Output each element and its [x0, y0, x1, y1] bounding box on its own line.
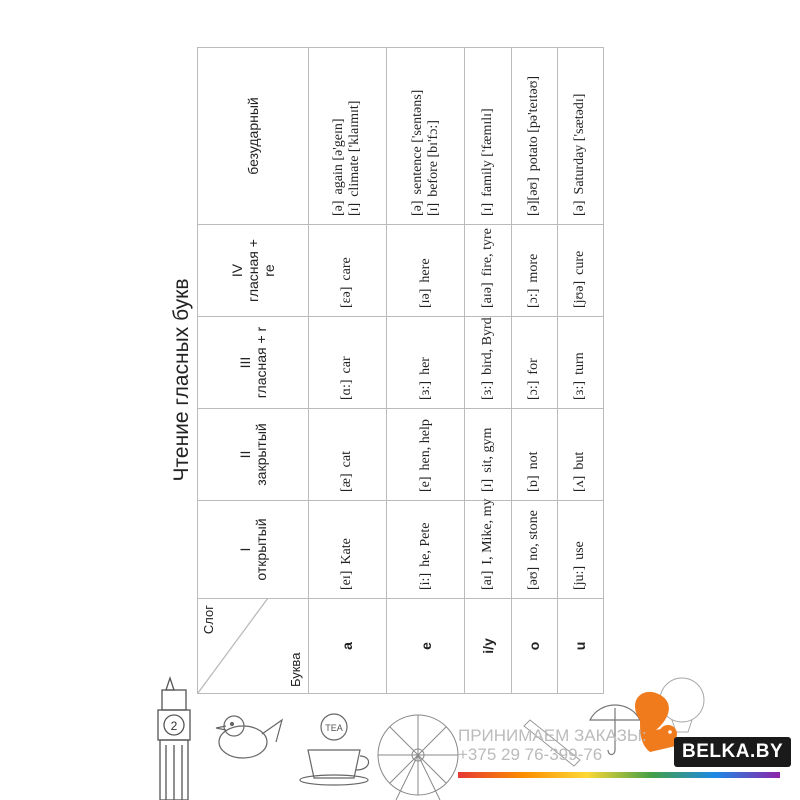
phoneme: [ɪ]	[347, 202, 363, 216]
example-line	[572, 325, 588, 400]
example-word: potato [pə'teɪtəʊ]	[526, 75, 542, 172]
header-label: гласная + re	[244, 239, 277, 302]
corner-syllable-label: Слог	[201, 605, 216, 635]
example-line	[572, 233, 588, 308]
header-roman: III	[236, 356, 253, 369]
example-cell	[465, 48, 511, 225]
ferris-wheel-icon	[378, 715, 458, 800]
example-line	[526, 509, 542, 590]
phoneme: [aɪə]	[479, 282, 495, 308]
phoneme: [aɪ]	[479, 570, 495, 590]
phoneme: [ɜ:]	[479, 380, 495, 400]
order-stamp	[458, 727, 647, 764]
example-line	[418, 509, 434, 590]
phoneme: [æ]	[339, 473, 355, 492]
example-word: cat	[339, 451, 355, 468]
header-cell	[198, 317, 309, 409]
example-word: car	[339, 356, 355, 374]
example-cell	[386, 317, 464, 409]
phoneme: [ɪə]	[417, 288, 433, 308]
table-row	[557, 48, 603, 694]
example-cell	[511, 225, 557, 317]
decorative-footer-art	[0, 660, 800, 800]
table-row	[465, 48, 511, 694]
table-row	[308, 48, 386, 694]
header-cell	[198, 501, 309, 599]
belka-logo: BELKA.BY	[674, 737, 791, 767]
letter-cell: u	[557, 599, 603, 694]
example-line	[479, 498, 496, 590]
example-line	[479, 317, 496, 400]
table-row	[511, 48, 557, 694]
big-ben-icon	[158, 678, 190, 800]
cup-label: TEA	[325, 723, 343, 733]
example-line	[572, 509, 588, 590]
example-cell	[465, 317, 511, 409]
header-roman: II	[236, 450, 253, 459]
example-word: Saturday ['sætədɪ]	[572, 93, 588, 195]
example-word: climate ['klaɪmɪt]	[347, 100, 363, 197]
example-word: sentence ['sentəns]	[409, 89, 425, 195]
letter-cell: a	[308, 599, 386, 694]
example-cell	[386, 48, 464, 225]
phoneme: [eɪ]	[339, 570, 355, 590]
header-cell	[198, 225, 309, 317]
example-line	[418, 417, 434, 492]
example-cell	[557, 501, 603, 599]
phoneme: [ɔ:]	[526, 380, 542, 400]
phoneme: [e]	[417, 476, 433, 492]
phoneme: [ə][əʊ]	[526, 177, 542, 216]
example-line	[331, 56, 347, 216]
vowel-reading-table	[197, 48, 604, 694]
example-cell	[308, 317, 386, 409]
page-title: Чтение гласных букв	[170, 278, 193, 482]
example-word: he, Pete	[417, 522, 433, 567]
example-cell	[511, 409, 557, 501]
corner-letter-label: Буква	[287, 652, 303, 687]
example-cell	[557, 225, 603, 317]
letter-cell: o	[511, 599, 557, 694]
phoneme: [əʊ]	[526, 566, 542, 590]
example-word: turn	[572, 352, 588, 375]
phoneme: [ɑ:]	[339, 379, 355, 400]
phoneme: [ju:]	[572, 565, 588, 590]
example-cell	[511, 317, 557, 409]
example-line	[339, 417, 355, 492]
example-line	[347, 56, 363, 216]
example-word: not	[526, 451, 542, 470]
example-line	[339, 325, 355, 400]
example-line	[526, 233, 542, 308]
phoneme: [i:]	[417, 572, 433, 590]
stamp-phone: +375 29 76-399-76	[458, 744, 603, 764]
example-cell	[557, 48, 603, 225]
example-line	[526, 325, 542, 400]
example-cell	[465, 498, 511, 599]
phoneme: [ɛə]	[339, 286, 355, 308]
phoneme: [ɔ:]	[526, 288, 542, 308]
example-word: bird, Byrd	[479, 317, 495, 375]
example-line	[526, 417, 542, 492]
phoneme: [ʌ]	[572, 475, 588, 492]
example-word: family ['fæmɪlɪ]	[479, 108, 495, 197]
logo-stripe	[458, 772, 780, 778]
example-cell	[308, 48, 386, 225]
example-cell	[465, 409, 511, 501]
header-label: открытый	[252, 518, 269, 581]
example-word: I, Mike, my	[479, 498, 495, 565]
example-cell	[308, 409, 386, 501]
example-cell	[308, 501, 386, 599]
example-line	[480, 417, 496, 492]
header-label: закрытый	[252, 423, 269, 486]
example-line	[426, 56, 442, 216]
example-word: again [ə'geɪn]	[331, 118, 347, 195]
example-word: before [bɪ'fɔ:]	[425, 120, 441, 197]
header-roman: IV	[228, 263, 245, 278]
header-label: гласная + r	[252, 326, 269, 399]
letter-cell: e	[386, 599, 464, 694]
example-word: more	[526, 253, 542, 283]
example-cell	[386, 409, 464, 501]
example-word: her	[417, 357, 433, 375]
example-line	[572, 56, 588, 216]
phoneme: [ɪ]	[425, 202, 441, 216]
phoneme: [ɪ]	[479, 202, 495, 216]
example-word: care	[339, 257, 355, 281]
table-row	[386, 48, 464, 694]
example-word: for	[526, 358, 542, 375]
example-line	[572, 417, 588, 492]
phoneme: [ə]	[409, 200, 425, 216]
header-roman: I	[236, 547, 253, 552]
phoneme: [jʊə]	[572, 280, 588, 308]
example-cell	[557, 409, 603, 501]
phoneme: [ɪ]	[479, 478, 495, 492]
phoneme: [ə]	[331, 200, 347, 216]
example-cell	[557, 317, 603, 409]
example-word: hen, help	[417, 419, 433, 471]
header-row	[198, 48, 309, 694]
phoneme: [ə]	[572, 200, 588, 216]
bird-icon	[216, 716, 282, 758]
example-line	[418, 233, 434, 308]
header-cell	[198, 409, 309, 501]
phoneme: [ɜ:]	[417, 380, 433, 400]
example-word: fire, tyre	[479, 228, 495, 277]
example-word: sit, gym	[479, 427, 495, 473]
page-number: 2	[170, 719, 178, 733]
phoneme: [ɒ]	[526, 475, 542, 492]
example-word: Kate	[339, 538, 355, 565]
example-word: here	[417, 258, 433, 283]
example-cell	[511, 501, 557, 599]
example-line	[339, 233, 355, 308]
example-word: use	[572, 541, 588, 560]
example-line	[418, 325, 434, 400]
header-cell	[198, 48, 309, 225]
example-cell	[465, 225, 511, 317]
example-line	[339, 509, 355, 590]
example-cell	[386, 501, 464, 599]
example-cell	[511, 48, 557, 225]
letter-cell: i/y	[465, 599, 511, 694]
example-word: but	[572, 451, 588, 470]
example-line	[479, 228, 496, 308]
example-cell	[386, 225, 464, 317]
header-label: безударный	[244, 97, 261, 175]
example-cell	[308, 225, 386, 317]
table-grid	[197, 47, 604, 694]
phoneme: [ɜ:]	[572, 380, 588, 400]
stamp-line1: ПРИНИМАЕМ ЗАКАЗЫ:	[458, 726, 647, 745]
example-line	[526, 56, 542, 216]
example-word: no, stone	[526, 510, 542, 561]
example-word: cure	[572, 250, 588, 275]
example-line	[480, 56, 496, 216]
example-line	[410, 56, 426, 216]
